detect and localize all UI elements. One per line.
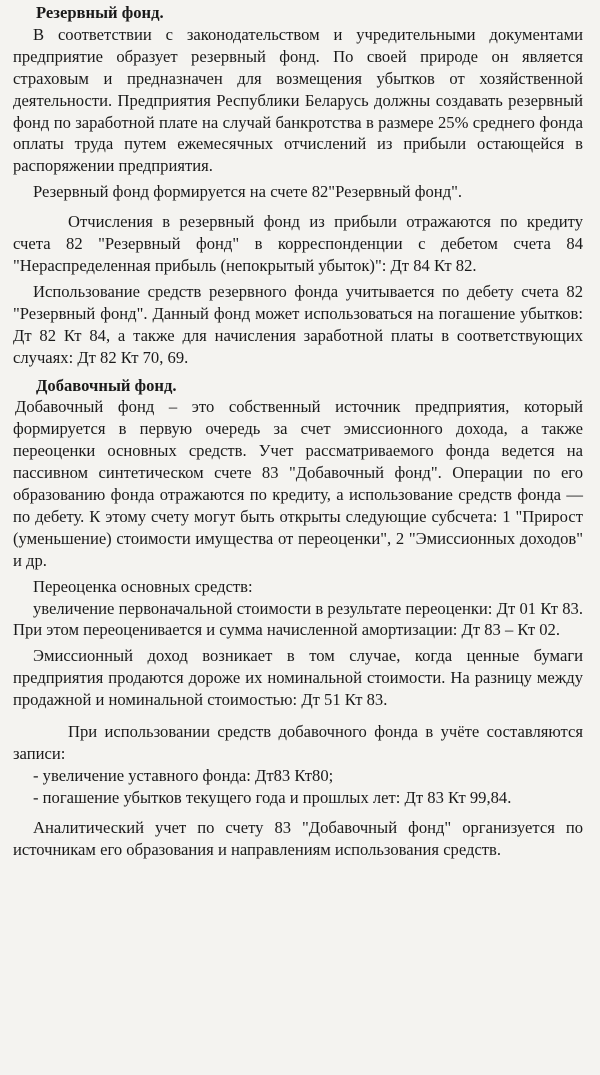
additional-fund-heading: Добавочный фонд.	[36, 375, 177, 395]
reserve-fund-paragraph-3: Отчисления в резервный фонд из прибыли отражаются по кредиту счета 82 "Резервный фонд" в корреспонденции с дебетом счета 84 "Нераспределенная прибыль (непокрытый убыток)": Дт 84 Кт 82.	[13, 212, 583, 275]
additional-fund-paragraph-4: Эмиссионный доход возникает в том случае, когда ценные бумаги предприятия продаются дороже их номинальной стоимости. На разницу между продажной и номинальной стоимостью: Дт 51 Кт 83.	[13, 646, 583, 710]
additional-fund-paragraph-2: Переоценка основных средств:	[33, 576, 253, 596]
additional-fund-paragraph-1: Добавочный фонд – это собственный источник предприятия, который формируется в первую очередь за счет эмиссионного дохода, а также переоценки основных средств. Учет рассматриваемого фонда ведется на пассивном синтетическом счете 83 "Добавочный фонд". Операции по его образованию фонда отражаются по кредиту, а использование средств фонда — по дебету. К этому счету могут быть открыты следующие субсчета: 1 "Прирост (уменьшение) стоимости имущества от переоценки", 2 "Эмиссионных доходов" и др.	[13, 397, 583, 570]
additional-fund-paragraph-8: Аналитический учет по счету 83 "Добавочный фонд" организуется по источникам его образования и направлениям использования средств.	[13, 817, 583, 859]
additional-fund-paragraph-3: увеличение первоначальной стоимости в результате переоценки: Дт 01 Кт 83. При этом переоценивается и сумма начисленной амортизации: Дт 83 – Кт 02.	[13, 598, 583, 640]
reserve-fund-paragraph-1: В соответствии с законодательством и учредительными документами предприятие образует резервный фонд. По своей природе он является страховым и предназначен для возмещения убытков от хозяйственной деятельности. Предприятия Республики Беларусь должны создавать резервный фонд по заработной плате на случай банкротства в размере 25% среднего фонда оплаты труда путем ежемесячных отчислений из прибыли остающейся в распоряжении предприятия.	[13, 24, 583, 176]
reserve-fund-paragraph-2: Резервный фонд формируется на счете 82"Резервный фонд".	[33, 182, 463, 202]
additional-fund-paragraph-6: - увеличение уставного фонда: Дт83 Кт80;	[33, 765, 334, 785]
additional-fund-paragraph-7: - погашение убытков текущего года и прошлых лет: Дт 83 Кт 99,84.	[33, 787, 512, 807]
reserve-fund-heading: Резервный фонд.	[36, 3, 164, 22]
reserve-fund-paragraph-4: Использование средств резервного фонда учитывается по дебету счета 82 "Резервный фонд". Данный фонд может использоваться на погашение убытков: Дт 82 Кт 84, а также для начисления заработной платы в соответствующих случаях: Дт 82 Кт 70, 69.	[13, 281, 583, 367]
additional-fund-paragraph-5: При использовании средств добавочного фонда в учёте составляются записи:	[13, 722, 583, 763]
